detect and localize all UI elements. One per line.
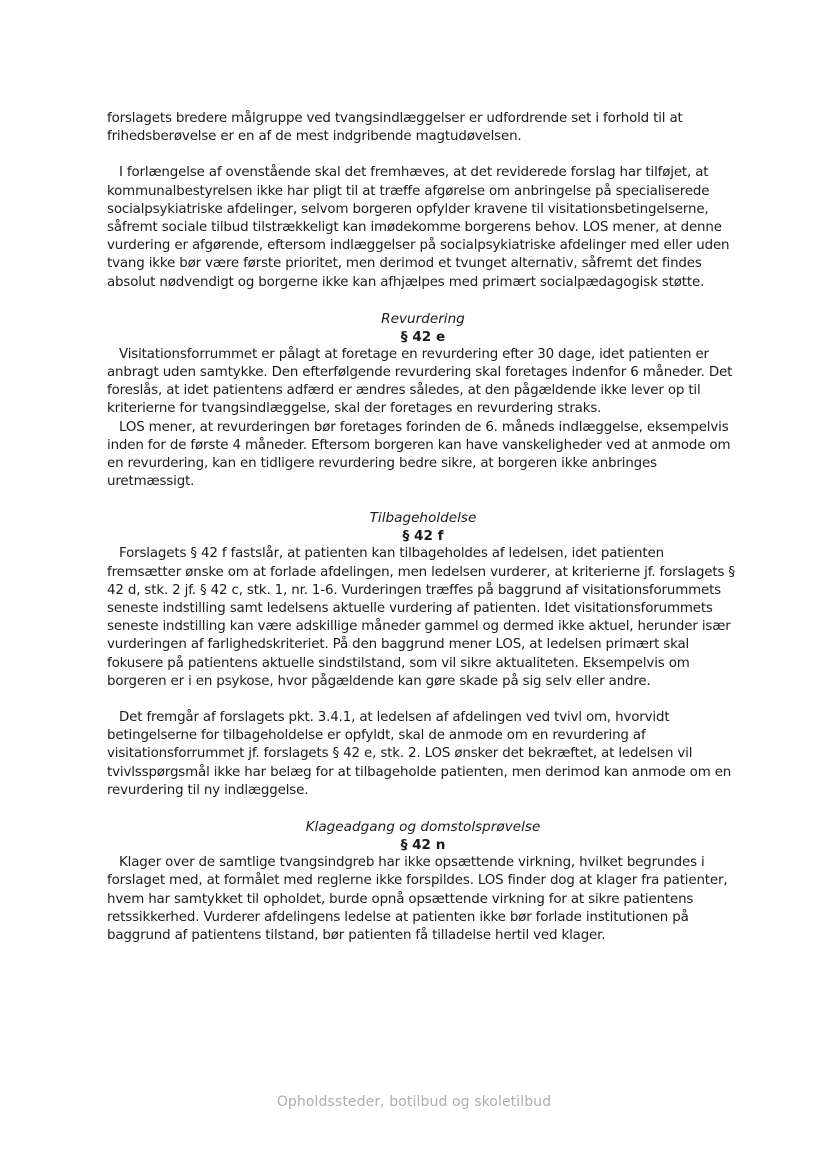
spacer (107, 146, 739, 164)
tilbageholdelse-paragraph-1: Forslagets § 42 f fastslår, at patienten kan tilbageholdes af ledelsen, idet patienten fremsætter ønske om at forlade afdelingen, men ledelsen vurderer, at kriterierne jf. forslagets § 42 d, stk. 2 jf. § 42 c, stk. 1, nr. 1-6. Vurderingen træffes på baggrund af visitationsforummets seneste indstilling samt ledelsens aktuelle vurdering af patienten. Idet visitationsforummets seneste indstilling kan være adskillige måneder gammel og dermed ikke aktuel, herunder især vurderingen af farlighedskriteriet. På den baggrund mener LOS, at ledelsen primært skal fokusere på patientens aktuelle sindstilstand, som vil sikre aktualiteten. Eksempelvis om borgeren er i en psykose, hvor pågældende kan gøre skade på sig selv eller andre. (107, 546, 735, 689)
spacer (107, 691, 739, 709)
intro-paragraph-1: forslagets bredere målgruppe ved tvangsindlæggelser er udfordrende set i forhold til at frihedsberøvelse er en af de mest indgribende magtudøvelsen. (107, 111, 683, 145)
page-footer: Opholdssteder, botilbud og skoletilbud (276, 1094, 552, 1110)
section-heading-klageadgang: Klageadgang og domstolsprøvelse (305, 819, 541, 836)
klageadgang-paragraph-1: Klager over de samtlige tvangsindgreb har ikke opsættende virkning, hvilket begrundes i forslaget med, at formålet med reglerne ikke forspildes. LOS finder dog at klager fra patienter, hvem har samtykket til opholdet, burde opnå opsættende virkning for at sikre patientens retssikkerhed. Vurderer afdelingens ledelse at patienten ikke bør forlade institutionen på baggrund af patientens tilstand, bør patienten få tilladelse hertil ved klager. (107, 855, 728, 943)
revurdering-paragraph-2: LOS mener, at revurderingen bør foretages forinden de 6. måneds indlæggelse, eksempelvis inden for de første 4 måneder. Eftersom borgeren kan have vanskeligheder ved at anmode om en revurdering, kan en tidligere revurdering bedre sikre, at borgeren ikke anbringes uretmæssigt. (107, 419, 731, 490)
document-body (107, 110, 739, 945)
intro-paragraph-2: I forlængelse af ovenstående skal det fremhæves, at det reviderede forslag har tilføjet, at kommunalbestyrelsen ikke har pligt til at træffe afgørelse om anbringelse på specialiserede socialpsykiatriske afdelinger, selvom borgeren opfylder kravene til visitationsbetingelserne, såfremt sociale tilbud tilstrækkeligt kan imødekomme borgerens behov. LOS mener, at denne vurdering er afgørende, eftersom indlæggelser på socialpsykiatriske afdelinger med eller uden tvang ikke bør være første prioritet, men derimod et tvunget alternativ, såfremt det findes absolut nødvendigt og borgerne ikke kan afhjælpes med primært socialpædagogisk støtte. (107, 165, 730, 290)
section-paragraph-number: § 42 e (400, 328, 446, 345)
revurdering-paragraph-1: Visitationsforrummet er pålagt at foretage en revurdering efter 30 dage, idet patienten er anbragt uden samtykke. Den efterfølgende revurdering skal foretages indenfor 6 måneder. Det foreslås, at idet patientens adfærd er ændres således, at den pågældende ikke lever op til kriterierne for tvangsindlæggelse, skal der foretages en revurdering straks. (107, 346, 733, 417)
section-heading-tilbageholdelse: Tilbageholdelse (369, 510, 477, 527)
section-paragraph-number: § 42 n (400, 837, 446, 854)
tilbageholdelse-paragraph-2: Det fremgår af forslagets pkt. 3.4.1, at ledelsen af afdelingen ved tvivl om, hvorvidt betingelserne for tilbageholdelse er opfyldt, skal de anmode om en revurdering af visitationsforrummet jf. forslagets § 42 e, stk. 2. LOS ønsker det bekræftet, at ledelsen vil tvivlsspørgsmål ikke har belæg for at tilbageholde patienten, men derimod kan anmode om en revurdering til ny indlæggelse. (107, 710, 732, 798)
section-paragraph-number: § 42 f (402, 528, 444, 545)
section-heading-revurdering: Revurdering (381, 310, 465, 327)
